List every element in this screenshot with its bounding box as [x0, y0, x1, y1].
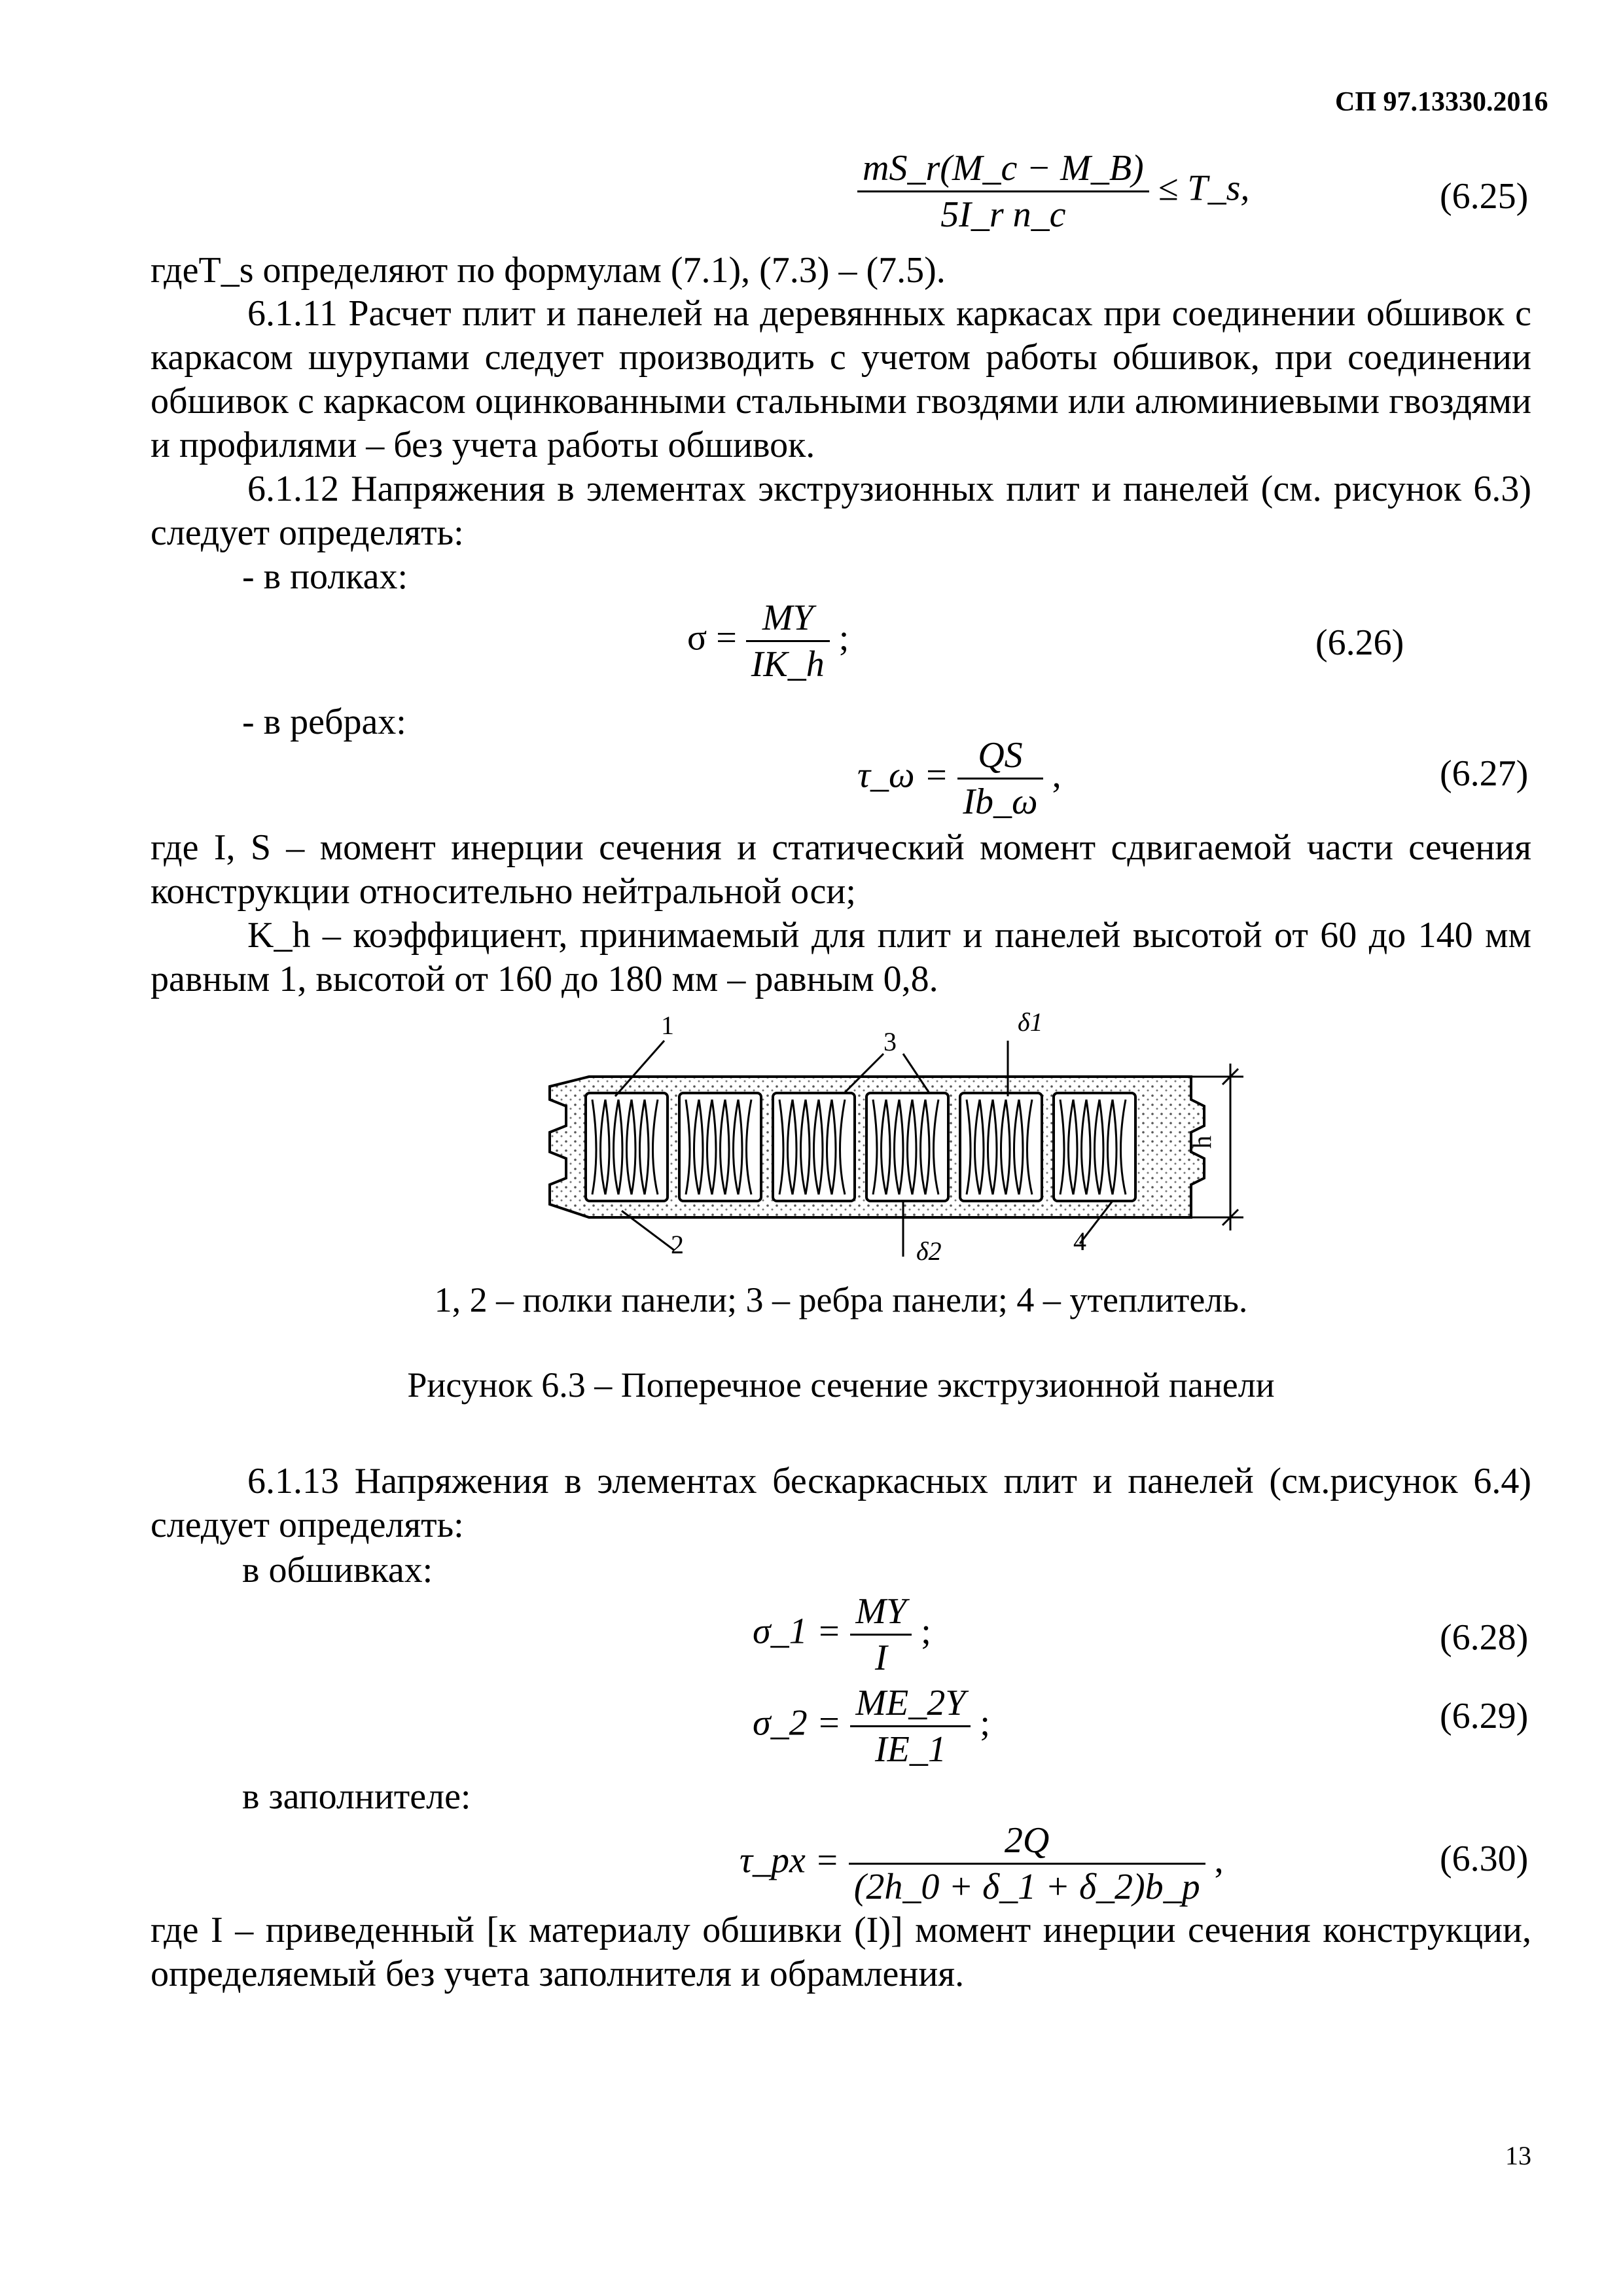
eq-6-30-numerator: 2Q — [849, 1820, 1205, 1865]
equation-label-6-30: (6.30) — [1440, 1839, 1529, 1879]
eq-6-27-denominator: Ib_ω — [963, 781, 1038, 822]
eq-6-26-denominator: IK_h — [751, 644, 825, 685]
eq-6-25-denominator: 5I_r n_c — [940, 194, 1066, 235]
paragraph-6-1-11: 6.1.11 Расчет плит и панелей на деревянных каркасах при соединении обшивок с каркасом шурупами следует производить с учетом работы обшивок, при соединении обшивок с каркасом оцинкованными стальными гвоздями или алюминиевыми гвоздями и профилями – без учета работы обшивок. — [151, 293, 1531, 465]
paragraph-6-1-12: 6.1.12 Напряжения в элементах экструзионных плит и панелей (см. рисунок 6.3) следует определять: — [151, 469, 1531, 553]
equation-6-26 — [687, 597, 849, 685]
equation-label-6-27: (6.27) — [1440, 753, 1529, 794]
eq-6-29-numerator: ME_2Y — [850, 1682, 971, 1727]
where-ts-text: гдеT_s определяют по формулам (7.1), (7.3) – (7.5). — [151, 250, 946, 291]
paragraph-6-1-13: 6.1.13 Напряжения в элементах бескаркасных плит и панелей (см.рисунок 6.4) следует определять: — [151, 1461, 1531, 1545]
eq-6-29-tail: ; — [980, 1702, 990, 1744]
figure-6-3-cross-section — [537, 1001, 1270, 1263]
eq-6-30-lhs: τ_px = — [740, 1840, 840, 1881]
document-code: СП 97.13330.2016 — [1335, 87, 1548, 117]
eq-6-30-denominator: (2h_0 + δ_1 + δ_2)b_p — [853, 1867, 1200, 1907]
where-i-text: где I – приведенный [к материалу обшивки (I)] момент инерции сечения конструкции, определяемый без учета заполнителя и обрамления. — [151, 1910, 1531, 1994]
eq-6-26-tail: ; — [838, 617, 849, 658]
eq-6-27-lhs: τ_ω = — [857, 755, 949, 796]
in-ribs-label: - в ребрах: — [242, 702, 406, 742]
in-flanges-label: - в полках: — [242, 556, 408, 597]
eq-6-30-tail: , — [1214, 1840, 1224, 1881]
figure-label-delta1: δ1 — [1018, 1007, 1043, 1037]
eq-6-26-numerator: MY — [746, 597, 830, 642]
equation-6-29 — [753, 1682, 990, 1770]
eq-6-25-rhs: ≤ T_s, — [1158, 168, 1250, 209]
equation-label-6-25: (6.25) — [1440, 176, 1529, 217]
figure-caption: Рисунок 6.3 – Поперечное сечение экструзионной панели — [407, 1365, 1275, 1405]
eq-6-27-tail: , — [1052, 755, 1061, 796]
eq-6-29-denominator: IE_1 — [874, 1729, 946, 1770]
eq-6-29-lhs: σ_2 = — [753, 1702, 842, 1744]
eq-6-27-numerator: QS — [957, 734, 1043, 780]
figure-label-2: 2 — [671, 1230, 684, 1259]
eq-6-25-numerator: mS_r(M_c − M_B) — [857, 147, 1149, 192]
eq-6-28-tail: ; — [921, 1611, 931, 1652]
figure-label-3: 3 — [883, 1027, 897, 1056]
figure-label-4: 4 — [1073, 1227, 1086, 1256]
eq-6-28-numerator: MY — [850, 1590, 912, 1636]
figure-label-1: 1 — [661, 1011, 674, 1040]
figure-label-h: h — [1187, 1136, 1217, 1149]
figure-label-delta2: δ2 — [916, 1236, 942, 1263]
eq-6-28-lhs: σ_1 = — [753, 1611, 842, 1652]
eq-6-28-denominator: I — [874, 1638, 887, 1678]
equation-label-6-28: (6.28) — [1440, 1617, 1529, 1658]
equation-6-30 — [740, 1820, 1224, 1908]
in-skins-label: в обшивках: — [242, 1550, 433, 1590]
eq-6-26-lhs: σ = — [687, 617, 737, 658]
where-i-s-text: где I, S – момент инерции сечения и статический момент сдвигаемой части сечения конструкции относительно нейтральной оси; — [151, 827, 1531, 912]
page-number: 13 — [1505, 2141, 1531, 2170]
equation-6-27 — [857, 734, 1061, 823]
equation-6-25 — [857, 147, 1249, 236]
figure-legend: 1, 2 – полки панели; 3 – ребра панели; 4 – утеплитель. — [434, 1280, 1248, 1319]
kh-definition: K_h – коэффициент, принимаемый для плит и панелей высотой от 60 до 140 мм равным 1, высотой от 160 до 180 мм – равным 0,8. — [151, 915, 1531, 999]
equation-label-6-29: (6.29) — [1440, 1696, 1529, 1736]
equation-label-6-26: (6.26) — [1315, 622, 1404, 663]
equation-6-28 — [753, 1590, 931, 1679]
in-filler-label: в заполнителе: — [242, 1776, 471, 1817]
